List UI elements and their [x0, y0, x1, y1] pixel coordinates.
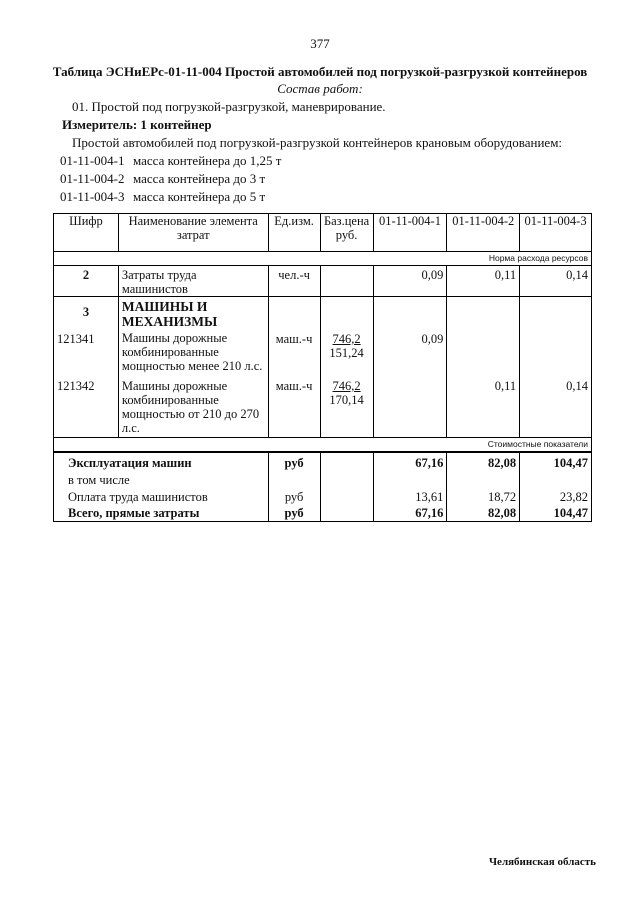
labor-unit: чел.-ч — [268, 266, 320, 297]
header-name: Наименование элемента затрат — [118, 214, 268, 252]
table-row — [54, 331, 592, 379]
measurement-unit: Измеритель: 1 контейнер — [62, 117, 212, 132]
table-row — [54, 452, 592, 470]
machine-code: 121342 — [54, 379, 119, 438]
variant-text: масса контейнера до 3 т — [133, 171, 266, 186]
machine-value-3 — [520, 331, 592, 379]
machine-value-3: 0,14 — [520, 379, 592, 438]
header-col-1: 01-11-004-1 — [373, 214, 447, 252]
table-row — [54, 504, 592, 522]
header-base-price: Баз.цена руб. — [320, 214, 373, 252]
cost-value-1: 13,61 — [373, 487, 447, 504]
machine-price — [320, 331, 373, 379]
labor-code: 2 — [54, 266, 119, 297]
machine-price — [320, 379, 373, 438]
machines-name: МАШИНЫ И МЕХАНИЗМЫ — [118, 297, 268, 332]
work-description: Простой автомобилей под погрузкой-разгрузкой контейнеров крановым оборудованием: — [72, 135, 563, 150]
cost-unit: руб — [268, 504, 320, 522]
machine-name: Машины дорожные комбинированные мощностью менее 210 л.с. — [118, 331, 268, 379]
cost-value-1 — [373, 470, 447, 487]
table-row — [54, 379, 592, 438]
section-row — [54, 297, 592, 332]
table-title: Таблица ЭСНиЕРс-01-11-004 Простой автомобилей под погрузкой-разгрузкой контейнеров — [52, 64, 588, 79]
page-number: 377 — [310, 36, 330, 51]
machine-value-2 — [447, 331, 520, 379]
machine-price-top: 746,2 — [332, 332, 361, 346]
composition-label: Состав работ: — [277, 81, 363, 96]
header-unit: Ед.изм. — [268, 214, 320, 252]
cost-label: Стоимостные показатели — [54, 438, 592, 453]
machine-value-2: 0,11 — [447, 379, 520, 438]
machine-unit: маш.-ч — [268, 379, 320, 438]
cost-value-3: 23,82 — [520, 487, 592, 504]
header-col-2: 01-11-004-2 — [447, 214, 520, 252]
machine-price-bottom: 151,24 — [329, 346, 364, 360]
cost-value-2 — [447, 470, 520, 487]
cost-label-row — [54, 438, 592, 453]
cost-unit: руб — [268, 487, 320, 504]
labor-value-1: 0,09 — [373, 266, 447, 297]
cost-value-2: 82,08 — [447, 452, 520, 470]
labor-name: Затраты труда машинистов — [118, 266, 268, 297]
variant-text: масса контейнера до 1,25 т — [133, 153, 282, 168]
labor-value-2: 0,11 — [447, 266, 520, 297]
cost-name: Всего, прямые затраты — [54, 504, 269, 522]
cost-value-1: 67,16 — [373, 452, 447, 470]
cost-value-3 — [520, 470, 592, 487]
cost-name: Эксплуатация машин — [54, 452, 269, 470]
machine-unit: маш.-ч — [268, 331, 320, 379]
table-row — [54, 470, 592, 487]
table-row — [54, 487, 592, 504]
table-header-row — [54, 214, 592, 252]
machine-value-1 — [373, 379, 447, 438]
labor-value-3: 0,14 — [520, 266, 592, 297]
machine-value-1: 0,09 — [373, 331, 447, 379]
variant-code: 01-11-004-2 — [60, 171, 125, 186]
header-col-3: 01-11-004-3 — [520, 214, 592, 252]
machine-code: 121341 — [54, 331, 119, 379]
machines-code: 3 — [54, 297, 119, 332]
machine-name: Машины дорожные комбинированные мощностью от 210 до 270 л.с. — [118, 379, 268, 438]
cost-value-2: 18,72 — [447, 487, 520, 504]
cost-unit — [268, 470, 320, 487]
variant-code: 01-11-004-3 — [60, 189, 125, 204]
machine-price-bottom: 170,14 — [329, 393, 364, 407]
cost-name: Оплата труда машинистов — [54, 487, 269, 504]
work-item: 01. Простой под погрузкой-разгрузкой, маневрирование. — [72, 99, 386, 114]
variant-text: масса контейнера до 5 т — [133, 189, 266, 204]
norm-label: Норма расхода ресурсов — [54, 252, 592, 266]
cost-value-1: 67,16 — [373, 504, 447, 522]
region-footer: Челябинская область — [488, 856, 596, 868]
variant-line — [60, 153, 281, 169]
cost-value-3: 104,47 — [520, 452, 592, 470]
resource-table — [53, 213, 592, 522]
header-code: Шифр — [54, 214, 119, 252]
variant-code: 01-11-004-1 — [60, 153, 125, 168]
cost-value-2: 82,08 — [447, 504, 520, 522]
norm-label-row — [54, 252, 592, 266]
table-row — [54, 266, 592, 297]
variant-line — [60, 171, 265, 187]
machine-price-top: 746,2 — [332, 379, 361, 393]
labor-base-price — [320, 266, 373, 297]
cost-value-3: 104,47 — [520, 504, 592, 522]
variant-line — [60, 189, 265, 205]
cost-unit: руб — [268, 452, 320, 470]
cost-name: в том числе — [54, 470, 269, 487]
